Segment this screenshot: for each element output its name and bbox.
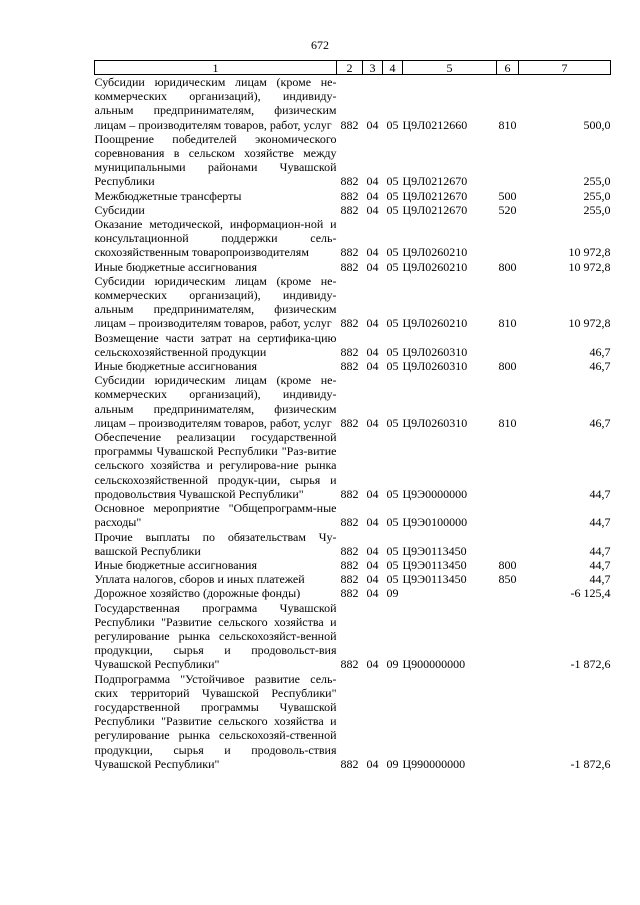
cell-ministry-code: 882 (340, 117, 359, 132)
cell-target-item: Ц9Э0100000 (402, 515, 468, 530)
row-description: Субсидии юридическим лицам (кроме не-коммерческих организаций), индивиду-альным предпринимателям, физическим лицам – производителям товаров, работ, услуг (94, 273, 337, 331)
table-row (95, 373, 611, 430)
cell-ministry-code: 882 (340, 245, 359, 260)
cell-subsection: 05 (386, 316, 399, 331)
cell-section: 04 (366, 202, 379, 217)
cell-expense-type (497, 601, 519, 672)
cell-ministry-code: 882 (340, 316, 359, 331)
cell-subsection: 05 (386, 188, 399, 203)
cell-amount: 46,7 (589, 344, 611, 359)
cell-ministry-code: 882 (340, 188, 359, 203)
cell-amount: 255,0 (583, 202, 611, 217)
table-row (95, 672, 611, 771)
cell-ministry-code: 882 (340, 756, 359, 771)
cell-expense-type (497, 331, 519, 359)
cell-ministry-code: 882 (340, 486, 359, 501)
column-header: 1 (95, 61, 337, 75)
cell-target-item: Ц9Л0260310 (402, 359, 468, 374)
cell-expense-type: 800 (498, 359, 517, 374)
cell-target-item: Ц990000000 (402, 756, 466, 771)
cell-subsection: 05 (386, 202, 399, 217)
cell-expense-type: 500 (498, 188, 517, 203)
cell-subsection: 05 (386, 515, 399, 530)
row-description: Обеспечение реализации государственной программы Чувашской Республики "Раз-витие сельского хозяйства и регулирова-ние рынка сельскохозяйственной продук-ции, сырья и продовольствия Чувашской Республики" (94, 430, 337, 501)
cell-section: 04 (366, 415, 379, 430)
cell-section: 04 (366, 657, 379, 672)
row-description: Поощрение победителей экономического соревнования в сельском хозяйстве между муниципальными районами Чувашской Республики (94, 131, 337, 189)
cell-section: 04 (366, 586, 379, 601)
table-row (95, 217, 611, 260)
table-row (95, 558, 611, 572)
table-row (95, 586, 611, 600)
cell-section: 04 (366, 543, 379, 558)
cell-amount: 10 972,8 (568, 259, 611, 274)
row-description: Иные бюджетные ассигнования (94, 359, 257, 374)
cell-subsection: 05 (386, 344, 399, 359)
column-header: 3 (363, 61, 383, 75)
cell-ministry-code: 882 (340, 586, 359, 601)
row-description: Дорожное хозяйство (дорожные фонды) (94, 586, 301, 601)
column-header-row (95, 61, 611, 75)
column-header: 2 (337, 61, 363, 75)
column-header: 4 (383, 61, 403, 75)
cell-amount: 500,0 (583, 117, 611, 132)
cell-amount: 44,7 (589, 572, 611, 587)
cell-expense-type: 810 (498, 415, 517, 430)
cell-target-item: Ц9Л0212670 (402, 174, 468, 189)
cell-expense-type (497, 672, 519, 771)
cell-section: 04 (366, 557, 379, 572)
cell-section: 04 (366, 756, 379, 771)
cell-target-item: Ц9Э0113450 (402, 543, 467, 558)
cell-expense-type: 800 (498, 557, 517, 572)
cell-target-item: Ц9Л0260310 (402, 344, 468, 359)
cell-expense-type: 810 (498, 316, 517, 331)
row-description: Государственная программа Чувашской Республики "Развитие сельского хозяйства и регулирование рынка сельскохозяйст-венной продукции, сырья и продовольст-вия Чувашской Республики" (94, 600, 337, 672)
cell-expense-type (497, 132, 519, 189)
cell-expense-type (497, 530, 519, 558)
cell-target-item: Ц9Э0113450 (402, 557, 467, 572)
row-description: Подпрограмма "Устойчивое развитие сель-ских территорий Чувашской Республики" государственной программы Чувашской Республики "Развитие сельского хозяйства и регулирование рынка сельскохозяй-ственной продукции, сырья и продоволь-ствия Чувашской Республики" (94, 671, 337, 771)
cell-subsection: 05 (386, 117, 399, 132)
row-description: Возмещение части затрат на сертифика-цию сельскохозяйственной продукции (94, 330, 337, 359)
cell-target-item (403, 586, 497, 600)
cell-subsection: 05 (386, 486, 399, 501)
cell-subsection: 09 (386, 586, 399, 601)
table-row (95, 530, 611, 558)
column-header: 6 (497, 61, 519, 75)
table-row (95, 331, 611, 359)
table-row (95, 260, 611, 274)
cell-subsection: 09 (386, 657, 399, 672)
cell-expense-type: 520 (498, 202, 517, 217)
cell-target-item: Ц900000000 (402, 657, 466, 672)
table-row (95, 75, 611, 132)
row-description: Межбюджетные трансферты (94, 188, 242, 203)
table-row (95, 572, 611, 586)
row-description: Субсидии юридическим лицам (кроме не-коммерческих организаций), индивиду-альным предпринимателям, физическим лицам – производителям товаров, работ, услуг (94, 75, 337, 132)
cell-section: 04 (366, 359, 379, 374)
cell-section: 04 (366, 515, 379, 530)
cell-target-item: Ц9Л0212670 (402, 202, 468, 217)
table-row (95, 274, 611, 331)
cell-target-item: Ц9Л0260210 (402, 316, 468, 331)
cell-expense-type: 850 (498, 572, 517, 587)
cell-ministry-code: 882 (340, 174, 359, 189)
row-description: Уплата налогов, сборов и иных платежей (94, 572, 305, 587)
cell-target-item: Ц9Э0000000 (402, 486, 468, 501)
cell-subsection: 09 (386, 756, 399, 771)
cell-expense-type (497, 217, 519, 260)
cell-expense-type (497, 430, 519, 501)
cell-amount: 255,0 (583, 174, 611, 189)
cell-amount: 10 972,8 (568, 316, 611, 331)
column-header: 7 (519, 61, 611, 75)
cell-ministry-code: 882 (340, 259, 359, 274)
row-description: Прочие выплаты по обязательствам Чу-вашской Республики (94, 529, 337, 558)
column-header: 5 (403, 61, 497, 75)
cell-section: 04 (366, 117, 379, 132)
cell-ministry-code: 882 (340, 415, 359, 430)
cell-ministry-code: 882 (340, 572, 359, 587)
cell-subsection: 05 (386, 245, 399, 260)
cell-amount: 10 972,8 (568, 245, 611, 260)
cell-subsection: 05 (386, 359, 399, 374)
cell-target-item: Ц9Л0260310 (402, 415, 468, 430)
row-description: Субсидии (94, 202, 145, 217)
row-description: Основное мероприятие "Общепрограмм-ные расходы" (94, 501, 337, 530)
cell-ministry-code: 882 (340, 657, 359, 672)
cell-subsection: 05 (386, 572, 399, 587)
cell-section: 04 (366, 486, 379, 501)
cell-section: 04 (366, 344, 379, 359)
row-description: Иные бюджетные ассигнования (94, 557, 257, 572)
cell-amount: 46,7 (589, 415, 611, 430)
cell-section: 04 (366, 245, 379, 260)
table-row (95, 501, 611, 529)
cell-target-item: Ц9Л0260210 (402, 259, 468, 274)
cell-subsection: 05 (386, 174, 399, 189)
cell-subsection: 05 (386, 259, 399, 274)
table-row (95, 132, 611, 189)
cell-expense-type: 800 (498, 259, 517, 274)
cell-subsection: 05 (386, 415, 399, 430)
cell-section: 04 (366, 316, 379, 331)
row-description: Субсидии юридическим лицам (кроме не-коммерческих организаций), индивиду-альным предпринимателям, физическим лицам – производителям товаров, работ, услуг (94, 373, 337, 430)
cell-amount: 44,7 (589, 515, 611, 530)
cell-target-item: Ц9Л0212670 (402, 188, 468, 203)
cell-subsection: 05 (386, 557, 399, 572)
table-row (95, 203, 611, 217)
cell-amount: -6 125,4 (570, 586, 611, 601)
cell-expense-type (497, 586, 519, 600)
cell-ministry-code: 882 (340, 202, 359, 217)
cell-amount: 44,7 (589, 543, 611, 558)
cell-section: 04 (366, 572, 379, 587)
cell-expense-type: 810 (498, 117, 517, 132)
cell-section: 04 (366, 259, 379, 274)
cell-amount: 44,7 (589, 557, 611, 572)
cell-amount: -1 872,6 (570, 657, 611, 672)
cell-section: 04 (366, 174, 379, 189)
cell-ministry-code: 882 (340, 543, 359, 558)
cell-amount: -1 872,6 (570, 756, 611, 771)
cell-expense-type (497, 501, 519, 529)
cell-ministry-code: 882 (340, 515, 359, 530)
cell-amount: 46,7 (589, 359, 611, 374)
cell-target-item: Ц9Л0212660 (402, 117, 468, 132)
table-row (95, 601, 611, 672)
table-row (95, 430, 611, 501)
cell-amount: 44,7 (589, 486, 611, 501)
cell-amount: 255,0 (583, 188, 611, 203)
cell-ministry-code: 882 (340, 344, 359, 359)
row-description: Иные бюджетные ассигнования (94, 259, 257, 274)
table-row (95, 359, 611, 373)
cell-ministry-code: 882 (340, 359, 359, 374)
cell-subsection: 05 (386, 543, 399, 558)
row-description: Оказание методической, информацион-ной и консультационной поддержки сель-скохозяйственным товаропроизводителям (94, 217, 337, 260)
table-row (95, 189, 611, 203)
cell-target-item: Ц9Э0113450 (402, 572, 467, 587)
cell-ministry-code: 882 (340, 557, 359, 572)
budget-table (94, 60, 611, 771)
cell-target-item: Ц9Л0260210 (402, 245, 468, 260)
cell-section: 04 (366, 188, 379, 203)
page-number: 672 (311, 38, 329, 52)
